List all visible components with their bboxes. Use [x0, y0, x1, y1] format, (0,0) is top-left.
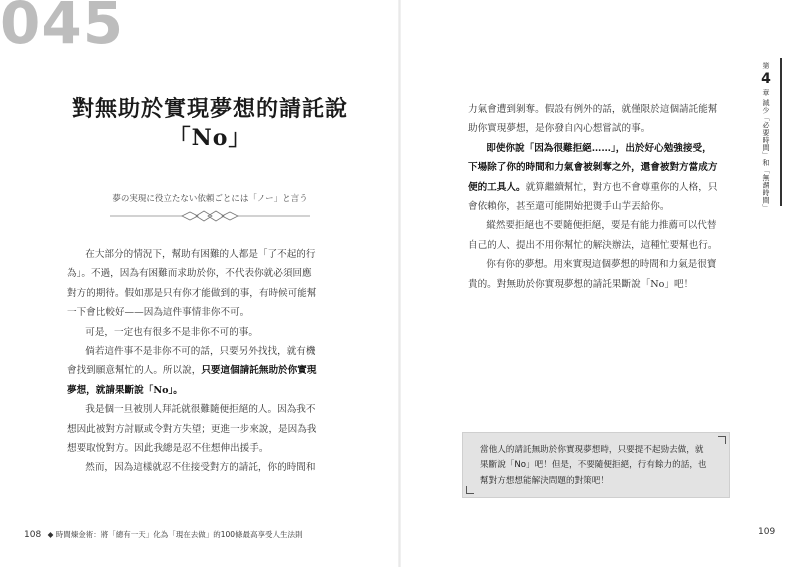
body-line-text: 在大部分的情況下，幫助有困難的人都是「了不起的行: [85, 249, 316, 260]
left-page-body: [67, 245, 347, 478]
body-line: [67, 381, 347, 400]
book-gutter: [398, 0, 401, 567]
body-line-text: 想因此被對方討厭或令對方失望；更進一步來說，是因為我: [67, 423, 317, 435]
body-line-text: 縱然要拒絕也不要隨便拒絕，要是有能力推薦可以代替: [486, 220, 717, 232]
japanese-subtitle: 夢の実現に役立たない依頼ごとには「ノー」と言う: [112, 194, 308, 204]
body-line-text: 倘若這件事不是非你不可的話，只要另外找找，就有機: [85, 346, 316, 358]
body-line-text: 自己的人、提出不用你幫忙的解決辦法，這種忙要幫也行。: [468, 239, 718, 251]
body-line: [468, 178, 750, 197]
body-line: [468, 100, 750, 119]
chapter-title-line-1: 對無助於實現夢想的請託說: [71, 96, 348, 122]
body-line: [67, 284, 347, 303]
chapter-tab-unit: 章: [762, 89, 770, 98]
body-line: [468, 197, 750, 216]
body-line-text: 便的工具人。: [468, 181, 526, 193]
chapter-tab-bar: [780, 58, 782, 206]
body-line-text: 想要取悅對方。因此我總是忍不住想伸出援手。: [67, 443, 269, 455]
body-line: [67, 342, 347, 361]
body-line: [67, 420, 347, 439]
callout-line: 果斷說「No」吧！但是，不要隨便拒絕，行有餘力的話，也: [480, 460, 707, 471]
body-line: [468, 255, 750, 274]
body-line-text: 夢想，就請果斷說「No」。: [67, 384, 183, 396]
chapter-number: 4: [761, 71, 771, 88]
body-line: [67, 400, 347, 419]
body-line: [67, 458, 347, 477]
chapter-title-line-2: 「No」: [168, 125, 252, 151]
body-line: [67, 361, 347, 380]
body-line-text: 我是個一旦被別人拜託就很難隨便拒絕的人。因為我不: [85, 404, 316, 416]
body-line: [468, 139, 750, 158]
body-line-text: 為」。不過，因為有困難而求助於你，不代表你就必須回應: [67, 268, 312, 280]
body-line: [468, 275, 750, 294]
body-line-emphasis: 只要這個請託無助於你實現: [201, 365, 317, 377]
body-line-text: 然而，因為這樣就忍不住接受對方的請託，你的時間和: [85, 462, 316, 474]
body-line: [468, 119, 750, 138]
callout-corner-bottom-left: [466, 486, 474, 494]
body-line: [468, 158, 750, 177]
large-page-number: 045: [0, 0, 125, 57]
body-line-text: 即使你說「因為很難拒絕……」，出於好心勉強接受，: [486, 142, 712, 154]
body-line-text: 一下會比較好——因為這件事情非你不可。: [67, 307, 250, 319]
body-line: [67, 245, 347, 264]
body-line: [468, 216, 750, 235]
body-line: [67, 323, 347, 342]
callout-text: [480, 443, 720, 489]
body-line-text: 會依賴你，甚至還可能開始把燙手山芋丟給你。: [468, 201, 670, 213]
summary-callout-box: [462, 432, 730, 498]
right-page-body: [468, 100, 750, 294]
chapter-tab-prefix: 第: [762, 62, 770, 70]
book-title-footer: ◆ 時間煉金術：將「總有一天」化為「現在去做」的100條最高享受人生法則: [47, 530, 303, 539]
body-line-text: 可是，一定也有很多不是非你不可的事。: [85, 326, 258, 338]
body-line-text: 會找到願意幫忙的人。所以說，: [67, 365, 202, 377]
chapter-tab: [756, 62, 776, 212]
body-line-text: 力氣會遭到剝奪。假設有例外的話，就僅限於這個請託能幫: [468, 104, 718, 115]
right-page-number: 109: [758, 527, 776, 537]
callout-line: 當他人的請託無助於你實現夢想時，只要提不起勁去做，就: [480, 445, 704, 455]
body-line-tail: 就算繼續幫忙，對方也不會尊重你的人格，只: [525, 181, 718, 193]
body-line-text: 對方的期待。假如那是只有你才能做到的事，有時候可能幫: [67, 287, 317, 299]
body-line: [67, 303, 347, 322]
body-line-text: 貴的。對無助於你實現夢想的請託果斷說「No」吧！: [468, 278, 694, 290]
callout-line: 幫對方想想能解決問題的對策吧！: [480, 475, 609, 486]
body-line: [67, 264, 347, 283]
body-line: [468, 236, 750, 255]
body-line-text: 助你實現夢想，是你發自內心想嘗試的事。: [468, 123, 651, 135]
left-footer: [24, 529, 303, 540]
body-line-text: 下場除了你的時間和力氣會被剝奪之外，還會被對方當成方: [468, 162, 718, 174]
body-line: [67, 439, 347, 458]
body-line-text: 你有你的夢想。用來實現這個夢想的時間和力氣是很寶: [486, 259, 717, 271]
ornament-divider: [110, 209, 310, 223]
left-page-number: 108: [24, 530, 42, 540]
chapter-tab-title: 減少「必要時間」和「無謂時間」: [762, 99, 771, 212]
